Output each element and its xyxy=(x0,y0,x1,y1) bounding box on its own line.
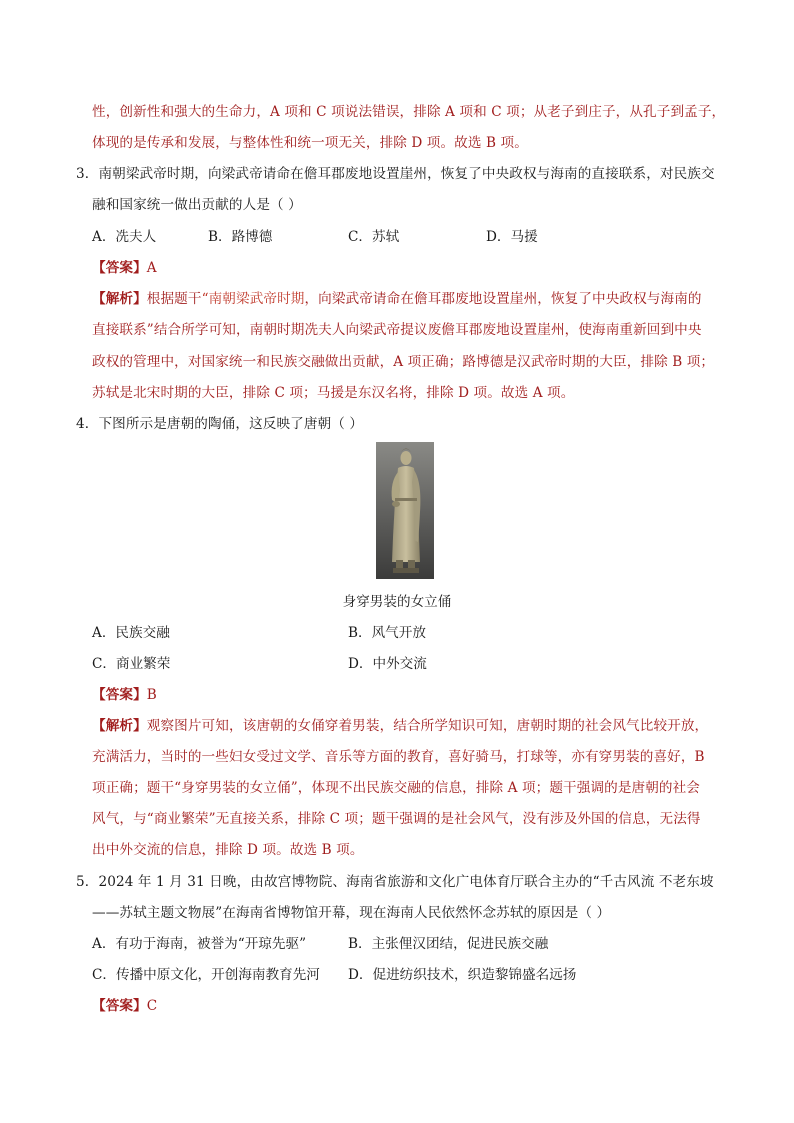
q3-stem-line-1: 3．南朝梁武帝时期，向梁武帝请命在儋耳郡废地设置崖州，恢复了中央政权与海南的直接联系，对民族交 xyxy=(76,166,715,182)
q4-stem: 4．下图所示是唐朝的陶俑，这反映了唐朝（ ） xyxy=(76,416,364,432)
q5-option-b: B．主张俚汉团结，促进民族交融 xyxy=(348,936,549,952)
q4-analysis-line-4: 风气，与“商业繁荣”无直接关系，排除 C 项；题干强调的是社会风气，没有涉及外国的信息，无法得 xyxy=(92,811,701,827)
q4-analysis-line-2: 充满活力，当时的一些妇女受过文学、音乐等方面的教育，喜好骑马，打球等，亦有穿男装的喜好，B xyxy=(92,749,705,765)
q5-answer-value: C xyxy=(146,998,158,1014)
q3-option-d: D．马援 xyxy=(486,229,538,245)
prev-analysis-line-2: 体现的是传承和发展，与整体性和统一项无关，排除 D 项。故选 B 项。 xyxy=(92,135,528,151)
q4-answer-label: 【答案】 xyxy=(92,687,147,703)
image-caption: 身穿男装的女立俑 xyxy=(342,594,452,610)
q5-option-c: C．传播中原文化，开创海南教育先河 xyxy=(92,967,320,983)
q4-analysis-line-1 xyxy=(92,716,708,736)
q3-answer xyxy=(92,258,157,278)
q4-option-b: B．风气开放 xyxy=(348,625,426,641)
q4-option-a: A．民族交融 xyxy=(92,625,170,641)
q3-analysis-line-3: 政权的管理中，对国家统一和民族交融做出贡献，A 项正确；路博德是汉武帝时期的大臣，排除 B 项； xyxy=(92,354,715,370)
q3-answer-value: A xyxy=(146,260,157,276)
q3-option-b: B．路博德 xyxy=(208,229,273,245)
q5-answer-label: 【答案】 xyxy=(92,998,147,1014)
q3-option-c: C．苏轼 xyxy=(348,229,400,245)
q5-stem-line-2: ——苏轼主题文物展”在海南省博物馆开幕，现在海南人民依然怀念苏轼的原因是（ ） xyxy=(92,905,611,921)
q3-stem-line-2: 融和国家统一做出贡献的人是（ ） xyxy=(92,197,302,213)
q3-analysis-label: 【解析】 xyxy=(92,291,147,307)
q3-answer-label: 【答案】 xyxy=(92,260,147,276)
q5-option-d: D．促进纺织技术，织造黎锦盛名远扬 xyxy=(348,967,577,983)
q4-answer xyxy=(92,685,157,705)
q4-analysis-label: 【解析】 xyxy=(92,718,147,734)
q3-analysis-quote: “南朝梁武帝时期 xyxy=(201,291,305,307)
q4-analysis-line-5: 出中外交流的信息，排除 D 项。故选 B 项。 xyxy=(92,842,364,858)
q5-option-a: A．有功于海南，被誉为“开琼先驱” xyxy=(92,936,307,952)
q4-analysis-line-3: 项正确；题干“身穿男装的女立俑”，体现不出民族交融的信息，排除 A 项；题干强调的是唐朝的社会 xyxy=(92,780,700,796)
q3-analysis-line-4: 苏轼是北宋时期的大臣，排除 C 项；马援是东汉名将，排除 D 项。故选 A 项。 xyxy=(92,385,575,401)
q4-option-c: C．商业繁荣 xyxy=(92,656,171,672)
q3-analysis-line-1 xyxy=(92,289,702,309)
q4-answer-value: B xyxy=(146,687,157,703)
q3-analysis-rest: ，向梁武帝请命在儋耳郡废地设置崖州，恢复了中央政权与海南的 xyxy=(304,291,702,307)
q4-option-d: D．中外交流 xyxy=(348,656,427,672)
q5-answer xyxy=(92,996,157,1016)
figurine-image xyxy=(376,442,434,579)
q4-analysis-text-1: 观察图片可知，该唐朝的女俑穿着男装，结合所学知识可知，唐朝时期的社会风气比较开放， xyxy=(146,718,709,734)
q3-analysis-pre: 根据题干 xyxy=(146,291,202,307)
q3-analysis-line-2: 直接联系”结合所学可知，南朝时期冼夫人向梁武帝提议废儋耳郡废地设置崖州，使海南重新回到中央 xyxy=(92,322,702,338)
prev-analysis-line-1: 性，创新性和强大的生命力，A 项和 C 项说法错误，排除 A 项和 C 项；从老子到庄子，从孔子到孟子， xyxy=(92,104,726,120)
q3-option-a: A．冼夫人 xyxy=(92,229,157,245)
q5-stem-line-1: 5．2024 年 1 月 31 日晚，由故宫博物院、海南省旅游和文化广电体育厅联合主办的“千古风流 不老东坡 xyxy=(76,874,714,890)
